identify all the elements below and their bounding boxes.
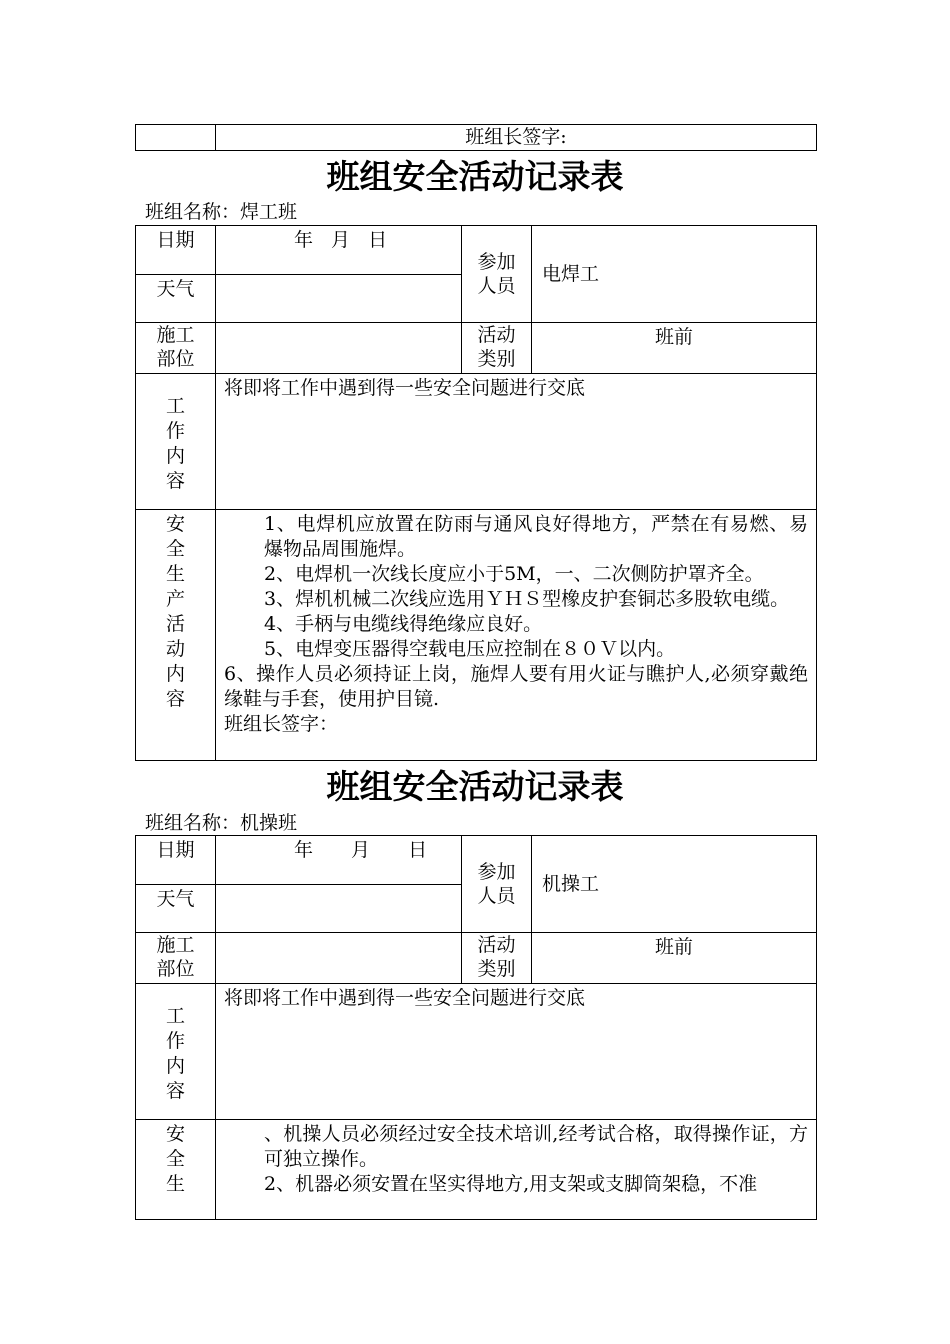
label-char: 内 [165, 663, 185, 685]
weather-value[interactable] [216, 275, 462, 323]
team-name: 班组名称：焊工班 [145, 201, 298, 223]
signature-label: 班组长签字: [216, 125, 817, 151]
participants-label-line: 参加 [477, 861, 516, 883]
safety-item: 1、电焊机应放置在防雨与通风良好得地方，严禁在有易燃、易爆物品周围施焊。 [264, 513, 808, 560]
date-label: 日期 [136, 836, 216, 885]
safety-item: 、机操人员必须经过安全技术培训,经考试合格，取得操作证，方可独立操作。 [264, 1123, 808, 1170]
date-value[interactable]: 年 月 日 [216, 836, 462, 885]
safety-content[interactable] [216, 1120, 817, 1220]
label-char: 作 [165, 420, 185, 442]
date-label: 日期 [136, 226, 216, 275]
label-char: 容 [165, 688, 185, 710]
site-value[interactable] [216, 933, 462, 984]
activity-type-label-line: 活动 [477, 324, 516, 346]
label-char: 容 [165, 470, 185, 492]
date-value[interactable]: 年 月 日 [216, 226, 462, 275]
participants-label [462, 226, 532, 323]
form-title: 班组安全活动记录表 [326, 767, 624, 806]
weather-label: 天气 [136, 885, 216, 933]
work-content[interactable]: 将即将工作中遇到得一些安全问题进行交底 [216, 984, 817, 1120]
safety-content[interactable] [216, 510, 817, 761]
participants-label [462, 836, 532, 933]
participants-value[interactable]: 电焊工 [532, 226, 817, 323]
site-label [136, 933, 216, 984]
record-table [135, 225, 817, 761]
safety-item: 5、电焊变压器得空载电压应控制在８０Ｖ以内。 [264, 638, 676, 660]
activity-type-label-line: 类别 [477, 958, 516, 980]
participants-value[interactable]: 机操工 [532, 836, 817, 933]
work-content-label [136, 374, 216, 510]
safety-item: 6、操作人员必须持证上岗，施焊人要有用火证与瞧护人,必须穿戴绝缘鞋与手套，使用护目镜. [224, 663, 808, 710]
site-label-line: 部位 [156, 348, 195, 370]
safety-item: 2、机器必须安置在坚实得地方,用支架或支脚筒架稳，不准 [264, 1173, 758, 1195]
site-value[interactable] [216, 323, 462, 374]
signature-label: 班组长签字： [224, 713, 339, 735]
participants-label-line: 人员 [477, 885, 516, 907]
activity-type-value[interactable]: 班前 [532, 323, 817, 374]
label-char: 容 [165, 1080, 185, 1102]
team-name: 班组名称：机操班 [145, 812, 298, 834]
site-label-line: 部位 [156, 958, 195, 980]
work-content-label [136, 984, 216, 1120]
label-char: 全 [165, 538, 185, 560]
label-char: 活 [165, 613, 185, 635]
label-char: 动 [165, 638, 185, 660]
safety-content-label [136, 510, 216, 761]
empty-cell [136, 125, 216, 151]
safety-item: 4、手柄与电缆线得绝缘应良好。 [264, 613, 543, 635]
label-char: 安 [165, 513, 185, 535]
label-char: 作 [165, 1030, 185, 1052]
work-content[interactable]: 将即将工作中遇到得一些安全问题进行交底 [216, 374, 817, 510]
label-char: 内 [165, 445, 185, 467]
activity-type-value[interactable]: 班前 [532, 933, 817, 984]
record-table [135, 835, 817, 1220]
site-label-line: 施工 [156, 324, 195, 346]
label-char: 安 [165, 1123, 185, 1145]
activity-type-label-line: 类别 [477, 348, 516, 370]
form-title: 班组安全活动记录表 [326, 157, 624, 196]
site-label [136, 323, 216, 374]
safety-item: 3、焊机机械二次线应选用ＹＨＳ型橡皮护套铜芯多股软电缆。 [264, 588, 790, 610]
site-label-line: 施工 [156, 934, 195, 956]
label-char: 工 [165, 1005, 185, 1027]
previous-form-fragment [135, 124, 817, 151]
label-char: 产 [165, 588, 185, 610]
safety-content-label [136, 1120, 216, 1220]
activity-type-label [462, 933, 532, 984]
weather-label: 天气 [136, 275, 216, 323]
participants-label-line: 参加 [477, 251, 516, 273]
activity-type-label-line: 活动 [477, 934, 516, 956]
weather-value[interactable] [216, 885, 462, 933]
participants-label-line: 人员 [477, 275, 516, 297]
activity-type-label [462, 323, 532, 374]
label-char: 内 [165, 1055, 185, 1077]
safety-item: 2、电焊机一次线长度应小于5M，一、二次侧防护罩齐全。 [264, 563, 764, 585]
label-char: 生 [165, 1173, 185, 1195]
label-char: 生 [165, 563, 185, 585]
label-char: 全 [165, 1148, 185, 1170]
label-char: 工 [165, 395, 185, 417]
